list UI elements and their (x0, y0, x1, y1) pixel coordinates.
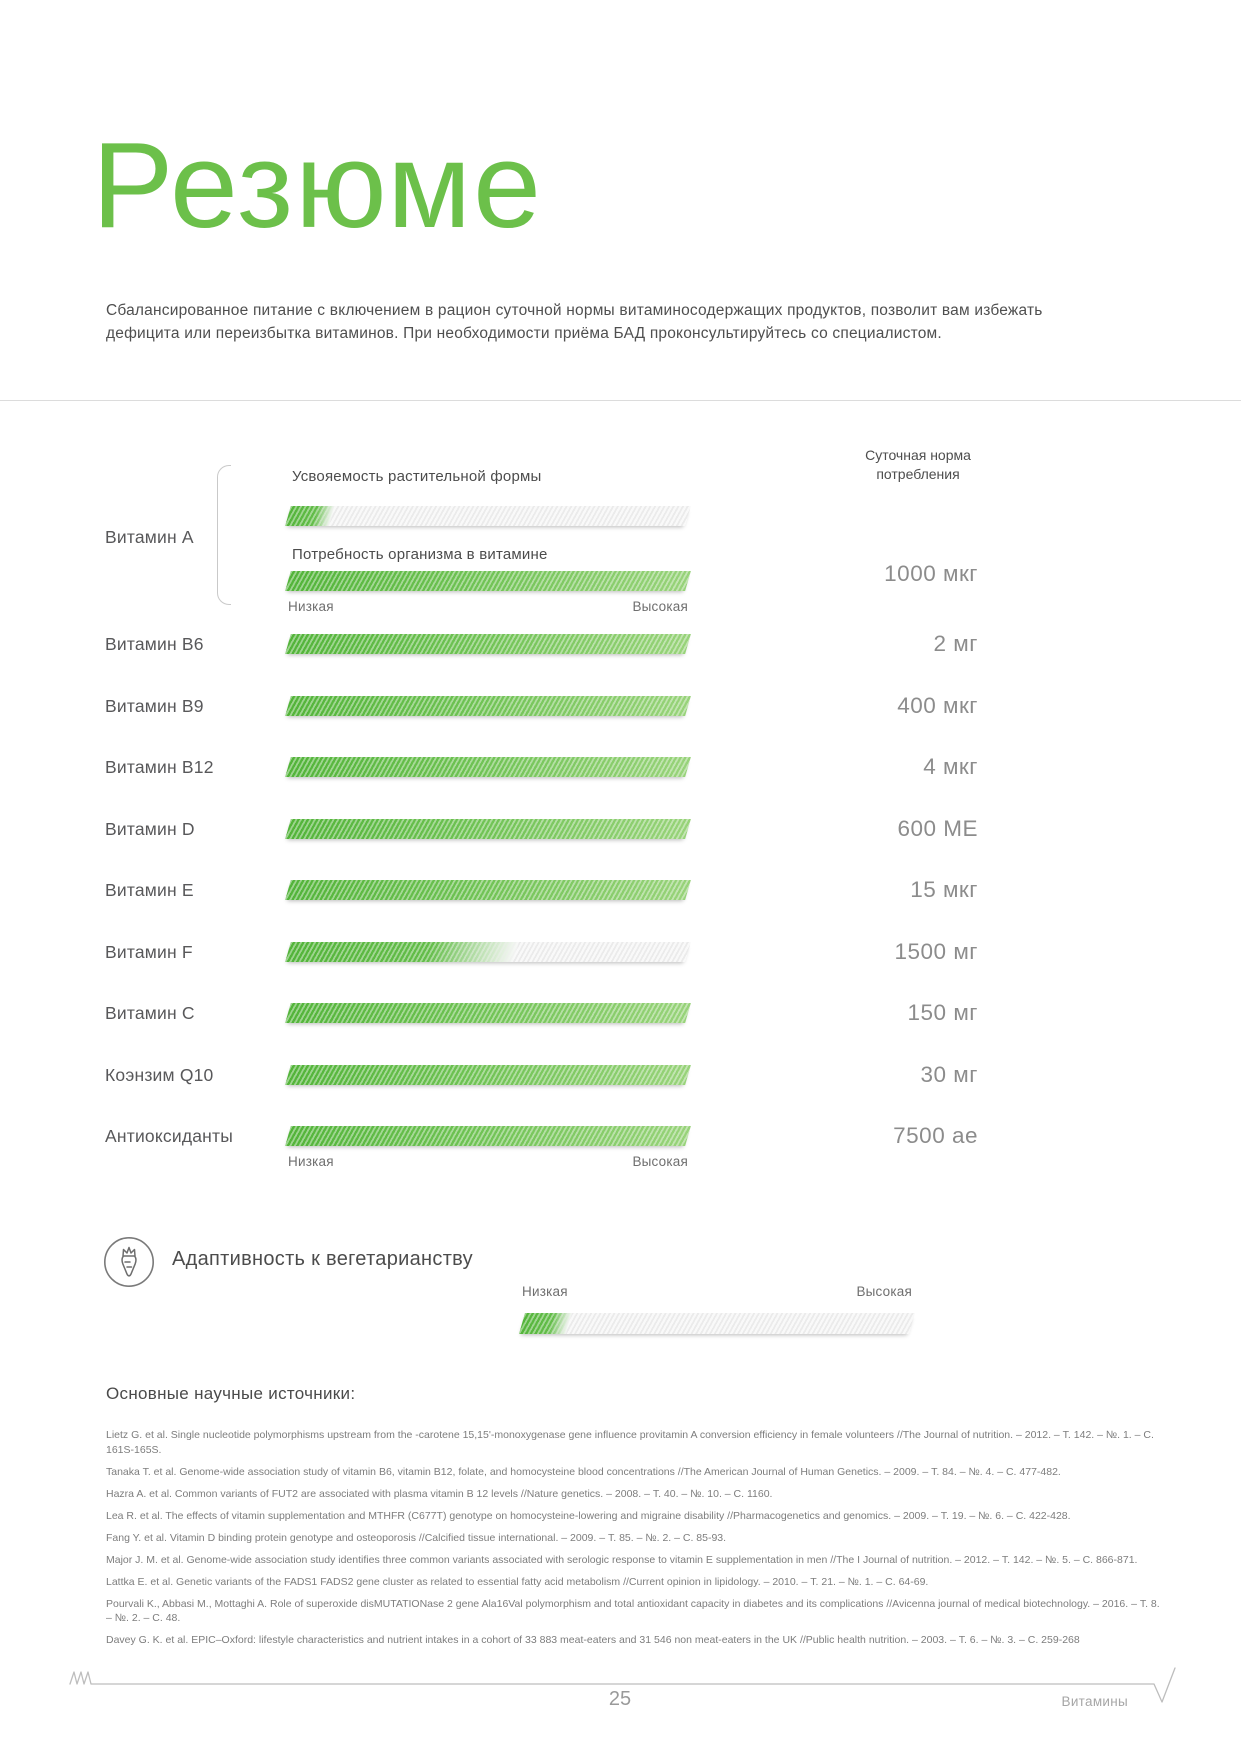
bar-fill (285, 880, 691, 900)
row-label-vitamin-b6: Витамин B6 (105, 634, 204, 654)
row-label-vitamin-b12: Витамин B12 (105, 757, 214, 777)
bar-fill (285, 506, 335, 526)
vegetarian-adaptability-title: Адаптивность к вегетарианству (172, 1248, 473, 1270)
bar-vitamin-f (285, 942, 691, 962)
source-reference: Lea R. et al. The effects of vitamin supplementation and MTHFR (C677T) genotype on homocysteine-lowering and migraine disability //Pharmacogenetics and genomics. – 2009. – Т. 19. – №. 6. – С. 422-428. (106, 1509, 1071, 1522)
bar-fill (285, 634, 691, 654)
row-label-coenzyme-q10: Коэнзим Q10 (105, 1065, 214, 1085)
source-reference: Davey G. K. et al. EPIC–Oxford: lifestyle characteristics and nutrient intakes in a cohort of 33 883 meat-eaters and 31 546 non meat-eaters in the UK //Public health nutrition. – 2003. – Т. 6. – №. 3. – С. 259-268 (106, 1634, 1080, 1646)
footer-section-label: Витамины (1061, 1694, 1128, 1709)
intro-paragraph: Сбалансированное питание с включением в рацион суточной нормы витаминосодержащих продуктов, позволит вам избежать дефицита или переизбытка витаминов. При необходимости приёма БАД проконсультируйтесь со специалистом. (106, 302, 1043, 342)
bar-vitamin-c (285, 1003, 691, 1023)
bar-antioxidants (285, 1126, 691, 1146)
sources-title: Основные научные источники: (106, 1384, 356, 1403)
bar-fill (285, 757, 691, 777)
value-vitamin-f: 1500 мг (894, 939, 978, 964)
value-antioxidants: 7500 ае (893, 1123, 978, 1148)
source-reference: Tanaka T. et al. Genome-wide association study of vitamin B6, vitamin B12, folate, and homocysteine blood concentrations //The American Journal of Human Genetics. – 2009. – Т. 84. – №. 4. – С. 477-482. (106, 1465, 1061, 1478)
scale-high-label: Высокая (632, 1154, 688, 1169)
daily-norm-header (788, 446, 1048, 484)
source-reference: Hazra A. et al. Common variants of FUT2 are associated with plasma vitamin B 12 levels //Nature genetics. – 2008. – Т. 40. – №. 10. – С. 1160. (106, 1487, 773, 1500)
bar-fill (285, 1126, 691, 1146)
value-vitamin-a: 1000 мкг (884, 561, 978, 586)
daily-norm-header-line1: Суточная норма (865, 447, 971, 463)
row-label-vitamin-f: Витамин F (105, 942, 193, 962)
bar-vegetarian-adaptability (519, 1313, 915, 1334)
page-title: Резюме (92, 117, 543, 253)
source-reference: Lattka E. et al. Genetic variants of the FADS1 FADS2 gene cluster as related to essential fatty acid metabolism //Current opinion in lipidology. – 2010. – Т. 21. – №. 1. – С. 64-69. (106, 1575, 929, 1588)
source-reference: Pourvali K., Abbasi M., Mottaghi A. Role of superoxide disMUTATIONase 2 gene Ala16Val polymorphism and total antioxidant capacity in diabetes and its complications //Avicenna journal of medical biotechnology. – 2016. – Т. 8. – №. 2. – С. 48. (106, 1597, 1160, 1624)
bar-fill (519, 1313, 572, 1334)
bar-vitamin-d (285, 819, 691, 839)
bar-fill (285, 942, 519, 962)
source-reference: Fang Y. et al. Vitamin D binding protein genotype and osteoporosis //Calcified tissue international. – 2009. – Т. 85. – №. 2. – С. 85-93. (106, 1531, 727, 1544)
value-vitamin-b6: 2 мг (933, 631, 978, 656)
scale-top (288, 599, 688, 614)
scale-low-label: Низкая (288, 599, 334, 614)
scale-low-label: Низкая (522, 1284, 568, 1299)
bar-fill (285, 819, 691, 839)
value-vitamin-d: 600 МЕ (897, 816, 978, 841)
bar-fill (285, 571, 691, 591)
scale-high-label: Высокая (632, 599, 688, 614)
value-vitamin-b12: 4 мкг (923, 754, 978, 779)
daily-norm-header-line2: потребления (876, 466, 960, 482)
scale-bottom (288, 1154, 688, 1169)
page-number: 25 (608, 1688, 632, 1710)
carrot-icon (103, 1236, 155, 1288)
value-coenzyme-q10: 30 мг (920, 1062, 978, 1087)
row-label-antioxidants: Антиоксиданты (105, 1126, 234, 1146)
row-label-vitamin-e: Витамин E (105, 880, 194, 900)
value-vitamin-e: 15 мкг (910, 877, 978, 902)
scale-high-label: Высокая (856, 1284, 912, 1299)
bar-fill (285, 696, 691, 716)
section-divider (0, 400, 1241, 401)
bar-vitamin-b12 (285, 757, 691, 777)
scale-vegetarian (522, 1284, 912, 1299)
source-reference: Major J. M. et al. Genome-wide association study identifies three common variants associated with serologic response to vitamin E supplementation in men //The I Journal of nutrition. – 2012. – Т. 142. – №. 5. – С. 866-871. (106, 1553, 1138, 1566)
bar-vitamin-a-assimilation (285, 506, 691, 526)
legend-need: Потребность организма в витамине (292, 546, 548, 563)
legend-assimilation: Усвояемость растительной формы (292, 468, 542, 485)
bar-vitamin-b9 (285, 696, 691, 716)
bar-coenzyme-q10 (285, 1065, 691, 1085)
row-label-vitamin-d: Витамин D (105, 819, 195, 839)
bar-vitamin-b6 (285, 634, 691, 654)
bar-vitamin-e (285, 880, 691, 900)
value-vitamin-b9: 400 мкг (897, 693, 978, 718)
sources-list (106, 1428, 1164, 1655)
bar-fill (285, 1003, 691, 1023)
bar-fill (285, 1065, 691, 1085)
scale-low-label: Низкая (288, 1154, 334, 1169)
row-label-vitamin-a: Витамин A (105, 527, 194, 547)
value-vitamin-c: 150 мг (907, 1000, 978, 1025)
bar-vitamin-a-need (285, 571, 691, 591)
row-label-vitamin-b9: Витамин B9 (105, 696, 204, 716)
row-label-vitamin-c: Витамин C (105, 1003, 195, 1023)
source-reference: Lietz G. et al. Single nucleotide polymorphisms upstream from the -carotene 15,15'-monoxygenase gene influence provitamin A conversion efficiency in female volunteers //The Journal of nutrition. – 2012. – Т. 142. – №. 1. – С. 161S-165S. (106, 1429, 1154, 1456)
